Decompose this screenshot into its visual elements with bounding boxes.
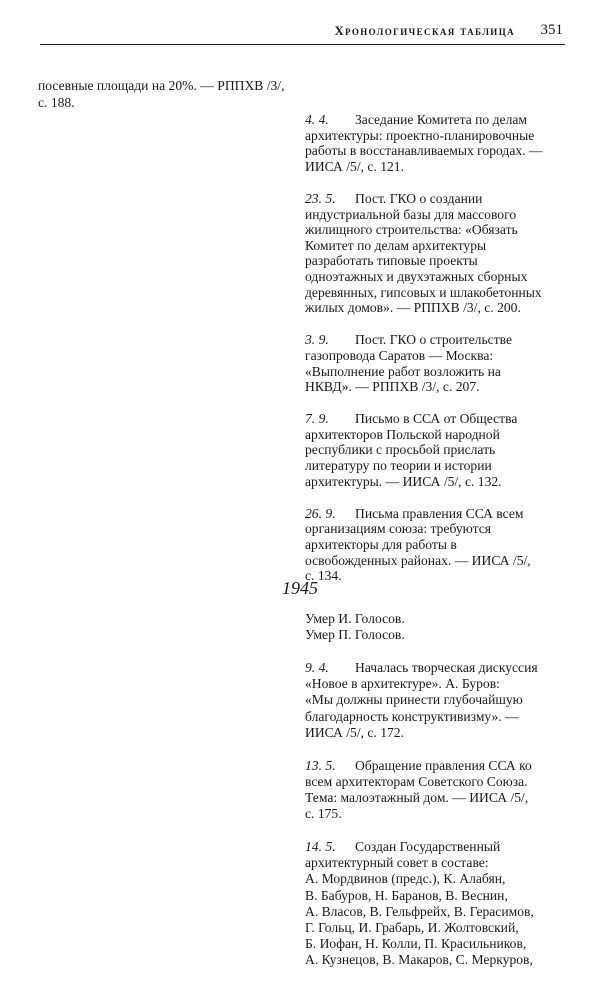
entry-text: освобожденных районах. — ИИСА /5/, [305,552,531,568]
page-number: 351 [540,22,563,38]
entry-text: газопровода Саратов — Москва: [305,347,494,363]
continued-entry-text [38,77,288,111]
entry-line [305,676,575,692]
entry-line [305,159,575,175]
entry-text: «Новое в архитектуре». А. Буров: [305,676,500,692]
entry-line [305,458,575,474]
entry-line [305,207,575,223]
chronology-1944-entries [305,112,575,600]
entry-line [305,128,575,144]
entry-text: деревянных, гипсовых и шлакобетонных [305,284,542,300]
entry-text: Г. Гольц, И. Грабарь, И. Жолтовский, [305,920,519,936]
entry-line [305,521,575,537]
entry-text: Пост. ГКО о создании [355,190,483,206]
entry-date: 13. 5. [305,757,336,773]
entry-text: В. Бабуров, Н. Баранов, В. Веснин, [305,887,508,903]
entry-text: жилых домов». — РППХВ /3/, с. 200. [305,300,521,316]
text-line: посевные площади на 20%. — РППХВ /3/, [38,78,285,93]
entry-text: жилищного строительства: «Обязать [305,222,518,238]
entry-text: всем архитекторам Советского Союза. [305,773,528,789]
entry-date: 14. 5. [305,839,336,855]
entry-text: Началась творческая дискуссия [355,660,538,675]
chronology-entry [305,191,575,316]
entry-text: А. Кузнецов, В. Макаров, С. Меркуров, [305,952,533,968]
entry-date: 23. 5. [305,190,336,206]
entry-text: Заседание Комитета по делам [355,112,527,127]
entry-line [305,300,575,316]
entry-line [305,442,575,458]
entry-text: архитектуры: проектно-планировочные [305,127,535,143]
entry-line [305,952,575,968]
entry-line [305,285,575,301]
entry-line [305,506,575,522]
entry-text: с. 134. [305,568,342,584]
entry-text: республики с просьбой прислать [305,442,496,458]
entry-line [305,774,575,790]
entry-line [305,660,575,676]
entry-line [305,112,575,128]
entry-text: НКВД». — РППХВ /3/, с. 207. [305,379,480,395]
chronology-entry [305,660,575,741]
entry-text: с. 175. [305,806,342,822]
entry-line [305,725,575,741]
entry-line [305,904,575,920]
entry-text: Создан Государственный [355,839,501,855]
entry-text: архитектуры. — ИИСА /5/, с. 132. [305,473,502,489]
entry-text: А. Власов, В. Гельфрейх, В. Герасимов, [305,903,534,919]
entry-line [305,411,575,427]
entry-text: разработать типовые проекты [305,253,478,269]
entry-text: ИИСА /5/, с. 172. [305,724,405,740]
entry-line [305,222,575,238]
entry-line [305,332,575,348]
entry-text: архитекторов Польской народной [305,426,500,442]
entry-line [305,855,575,871]
entry-date: 7. 9. [305,411,329,427]
entry-text: А. Мордвинов (предс.), К. Алабян, [305,871,506,887]
entry-text: Тема: малоэтажный дом. — ИИСА /5/, [305,790,529,806]
entry-text: литературу по теории и истории [305,458,492,474]
chronology-entry [305,758,575,823]
entry-line [305,143,575,159]
chronology-entry [305,112,575,174]
entry-line [305,553,575,569]
entry-line [305,627,575,643]
entry-line [305,871,575,887]
entry-line [305,936,575,952]
entry-date: 4. 4. [305,112,329,127]
chronology-entry [305,506,575,584]
entry-line [305,790,575,806]
entry-line [305,474,575,490]
entry-date: 9. 4. [305,660,329,675]
entry-line [305,692,575,708]
entry-line [305,269,575,285]
entry-line [305,191,575,207]
entry-line [305,427,575,443]
entry-line [305,806,575,822]
entry-text: благодарность конструктивизму». — [305,708,519,724]
entry-text: Комитет по делам архитектуры [305,237,487,253]
entry-line [305,920,575,936]
entry-date: 3. 9. [305,332,329,348]
entry-date: 26. 9. [305,505,336,521]
entry-text: Письмо в ССА от Общества [355,411,518,427]
entry-line [305,238,575,254]
entry-line [305,839,575,855]
entry-text: Пост. ГКО о строительстве [355,332,513,348]
chronology-entry [305,332,575,394]
entry-text: работы в восстанавливаемых городах. — [305,143,543,159]
entry-line [305,253,575,269]
entry-line [305,348,575,364]
entry-line [305,537,575,553]
chronology-entry [305,611,575,643]
entry-line [305,888,575,904]
text-line: с. 188. [38,95,75,111]
running-header [40,22,565,45]
entry-line [305,379,575,395]
entry-text: «Мы должны принести глубочайшую [305,692,523,708]
entry-text: Умер П. Голосов. [305,627,405,643]
entry-text: «Выполнение работ возложить на [305,363,501,379]
entry-line [305,709,575,725]
chronology-entry [305,839,575,969]
chronology-1945-entries [305,611,575,985]
entry-line [305,758,575,774]
chronology-entry [305,411,575,489]
entry-text: архитекторы для работы в [305,537,457,553]
year-heading-1945: 1945 [282,578,318,598]
entry-text: организациям союза: требуются [305,521,492,537]
entry-line [305,568,575,584]
entry-line [305,611,575,627]
entry-text: одноэтажных и двухэтажных сборных [305,268,528,284]
entry-text: Умер И. Голосов. [305,611,405,626]
entry-text: ИИСА /5/, с. 121. [305,158,405,174]
entry-text: Письма правления ССА всем [355,505,524,521]
entry-text: архитектурный совет в составе: [305,855,489,871]
entry-text: индустриальной базы для массового [305,206,517,222]
running-title: Хронологическая таблица [334,24,515,38]
entry-line [305,364,575,380]
entry-text: Б. Иофан, Н. Колли, П. Красильников, [305,936,527,952]
entry-text: Обращение правления ССА ко [355,757,532,773]
